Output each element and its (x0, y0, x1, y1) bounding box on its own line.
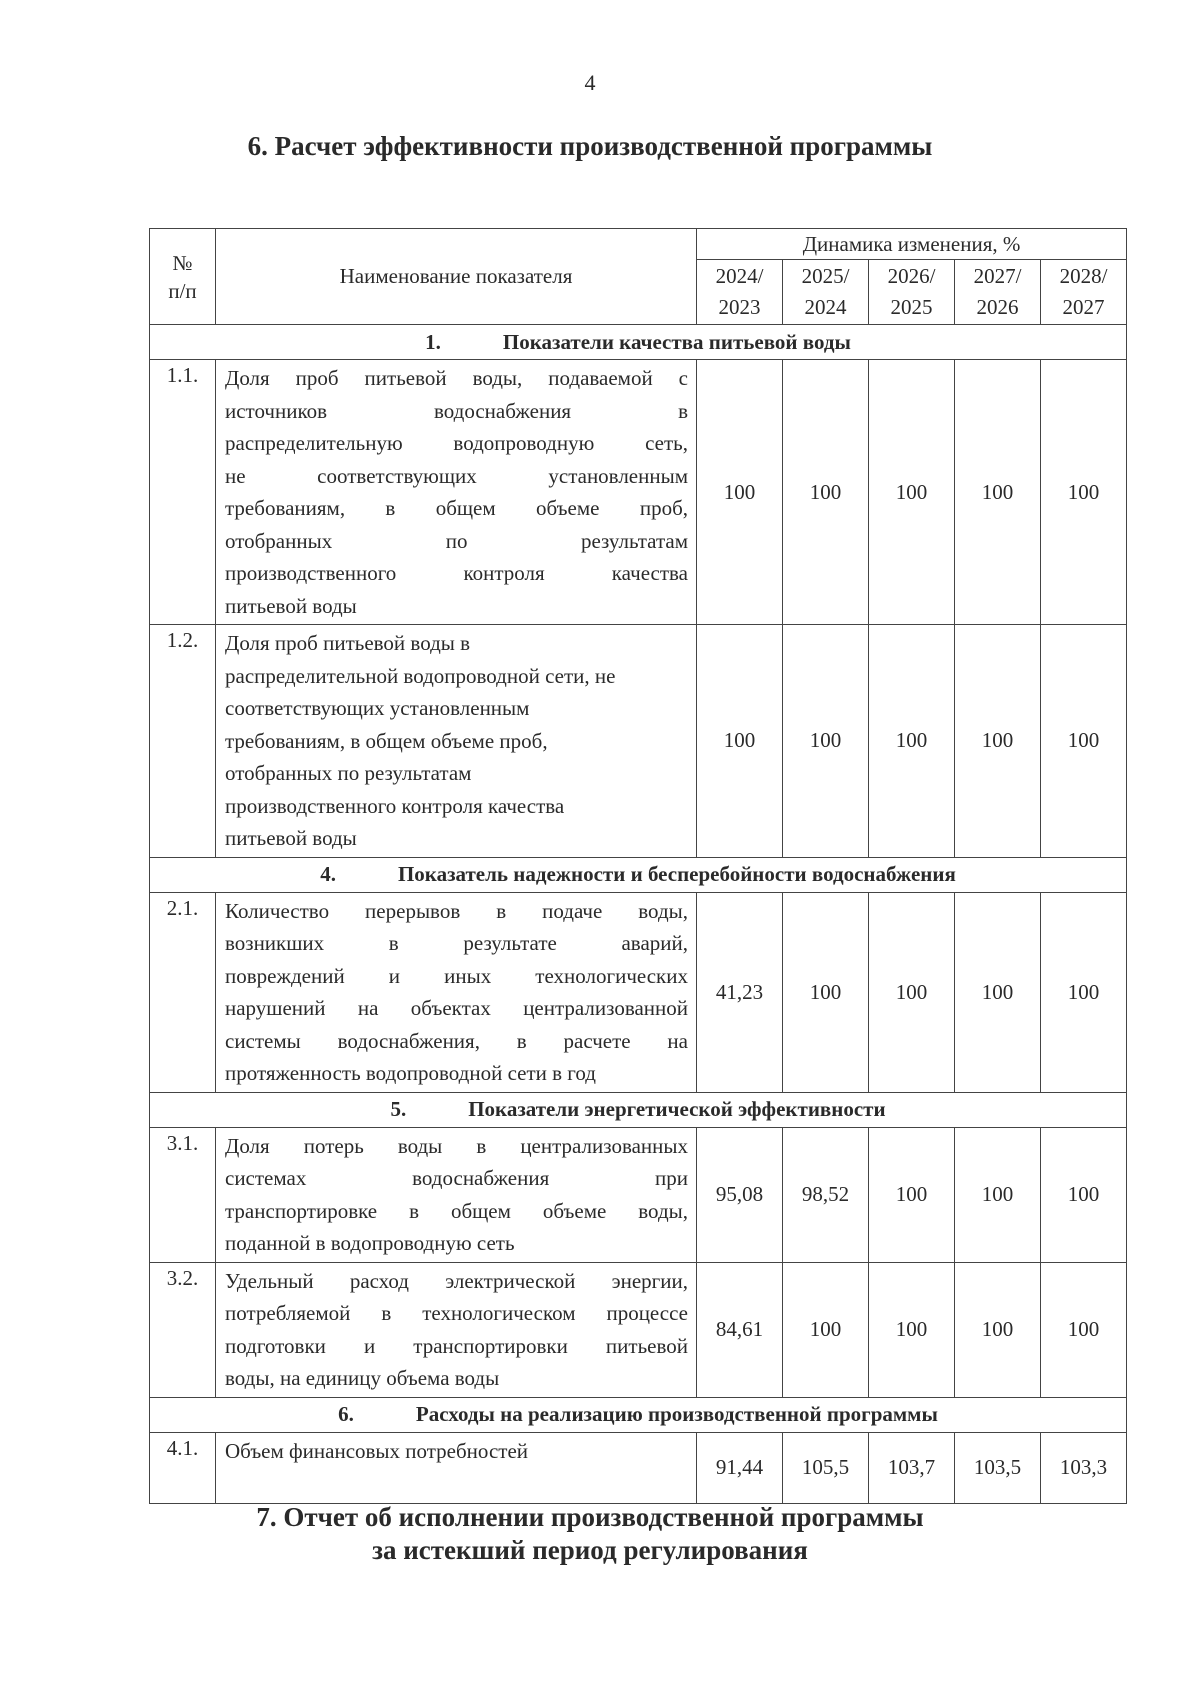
value-cell: 103,7 (869, 1432, 955, 1503)
indicator-name: Объем финансовых потребностей (216, 1432, 697, 1503)
header-number: № п/п (150, 229, 216, 325)
value-cell: 100 (1041, 892, 1127, 1092)
value-cell: 100 (1041, 360, 1127, 625)
section-6-heading: 6. Расчет эффективности производственной программы (247, 131, 933, 161)
value-cell: 100 (869, 892, 955, 1092)
value-cell: 103,3 (1041, 1432, 1127, 1503)
row-number: 4.1. (150, 1432, 216, 1503)
section-row: 6. Расходы на реализацию производственной программы (150, 1397, 1127, 1432)
value-cell: 100 (783, 360, 869, 625)
value-cell: 100 (783, 625, 869, 858)
value-cell: 100 (955, 1262, 1041, 1397)
indicator-name: Удельный расход электрической энергии, потребляемой в технологическом процессе подготовки и транспортировки питьевой воды, на единицу объема воды (216, 1262, 697, 1397)
header-year: 2025/ 2024 (783, 260, 869, 325)
table-row (150, 1432, 1127, 1503)
value-cell: 98,52 (783, 1127, 869, 1262)
table-row (150, 1127, 1127, 1262)
value-cell: 100 (697, 625, 783, 858)
header-dynamics: Динамика изменения, % (697, 229, 1127, 260)
row-number: 2.1. (150, 892, 216, 1092)
value-cell: 91,44 (697, 1432, 783, 1503)
efficiency-table (149, 228, 1127, 1504)
header-year: 2028/ 2027 (1041, 260, 1127, 325)
value-cell: 100 (955, 1127, 1041, 1262)
section-row: 4. Показатель надежности и бесперебойности водоснабжения (150, 857, 1127, 892)
header-year: 2027/ 2026 (955, 260, 1041, 325)
table-row (150, 360, 1127, 625)
value-cell: 100 (697, 360, 783, 625)
value-cell: 100 (869, 360, 955, 625)
value-cell: 103,5 (955, 1432, 1041, 1503)
header-year: 2024/ 2023 (697, 260, 783, 325)
value-cell: 100 (1041, 1262, 1127, 1397)
row-number: 1.2. (150, 625, 216, 858)
section-7-heading: 7. Отчет об исполнении производственной программы за истекший период регулирования (256, 1502, 924, 1565)
header-year: 2026/ 2025 (869, 260, 955, 325)
value-cell: 100 (1041, 625, 1127, 858)
indicator-name: Доля проб питьевой воды в распределительной водопроводной сети, не соответствующих установленным требованиям, в общем объеме проб, отобранных по результатам производственного контроля качества питьевой воды (216, 625, 697, 858)
value-cell: 95,08 (697, 1127, 783, 1262)
row-number: 3.2. (150, 1262, 216, 1397)
value-cell: 84,61 (697, 1262, 783, 1397)
row-number: 3.1. (150, 1127, 216, 1262)
indicator-name: Количество перерывов в подаче воды, возникших в результате аварий, повреждений и иных технологических нарушений на объектах централизованной системы водоснабжения, в расчете на протяженность водопроводной сети в год (216, 892, 697, 1092)
table-row (150, 625, 1127, 858)
header-indicator-name: Наименование показателя (216, 229, 697, 325)
value-cell: 100 (869, 625, 955, 858)
table-row (150, 892, 1127, 1092)
value-cell: 41,23 (697, 892, 783, 1092)
value-cell: 100 (1041, 1127, 1127, 1262)
value-cell: 100 (955, 892, 1041, 1092)
section-row: 1. Показатели качества питьевой воды (150, 325, 1127, 360)
indicator-name: Доля потерь воды в централизованных системах водоснабжения при транспортировке в общем объеме воды, поданной в водопроводную сеть (216, 1127, 697, 1262)
value-cell: 100 (783, 1262, 869, 1397)
table-row (150, 1262, 1127, 1397)
value-cell: 100 (783, 892, 869, 1092)
page-number: 4 (584, 70, 596, 95)
section-row: 5. Показатели энергетической эффективности (150, 1092, 1127, 1127)
indicator-name: Доля проб питьевой воды, подаваемой с источников водоснабжения в распределительную водопроводную сеть, не соответствующих установленным требованиям, в общем объеме проб, отобранных по результатам производственного контроля качества питьевой воды (216, 360, 697, 625)
row-number: 1.1. (150, 360, 216, 625)
value-cell: 105,5 (783, 1432, 869, 1503)
value-cell: 100 (869, 1127, 955, 1262)
value-cell: 100 (955, 360, 1041, 625)
value-cell: 100 (955, 625, 1041, 858)
value-cell: 100 (869, 1262, 955, 1397)
